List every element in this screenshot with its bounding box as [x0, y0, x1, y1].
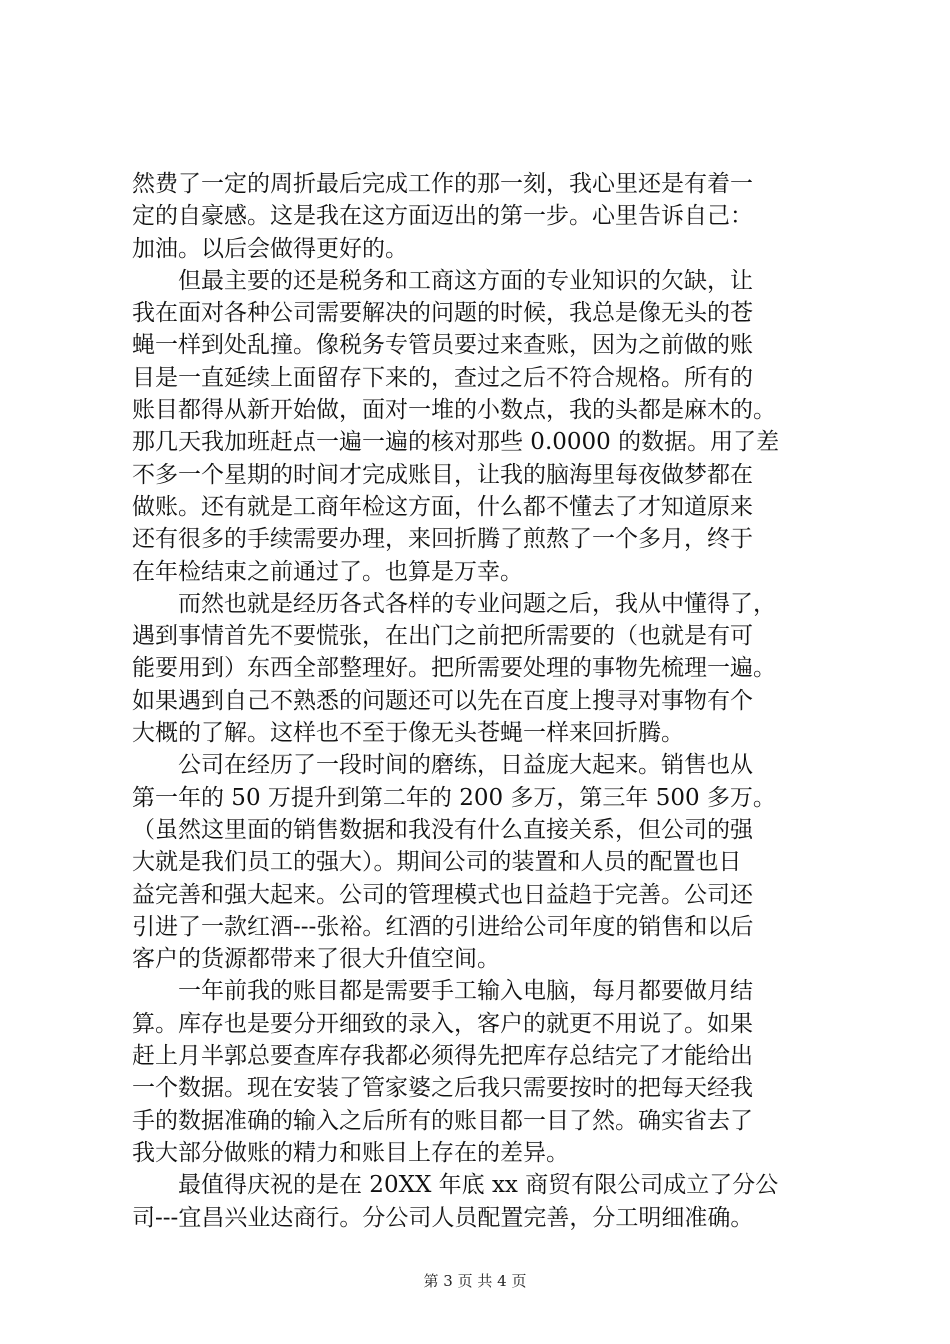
text-line: 客户的货源都带来了很大升值空间。	[132, 946, 500, 973]
text-line: 做账。还有就是工商年检这方面，什么都不懂去了才知道原来	[132, 493, 753, 520]
text-line: 最值得庆祝的是在 20XX 年底 xx 商贸有限公司成立了分公	[132, 1172, 779, 1199]
text-line: 一年前我的账目都是需要手工输入电脑，每月都要做月结	[132, 978, 753, 1005]
text-line: 在年检结束之前通过了。也算是万幸。	[132, 558, 523, 585]
text-line: 引进了一款红酒---张裕。红酒的引进给公司年度的销售和以后	[132, 913, 754, 940]
text-line: 但最主要的还是税务和工商这方面的专业知识的欠缺，让	[132, 267, 753, 294]
text-line: 蝇一样到处乱撞。像税务专管员要过来查账，因为之前做的账	[132, 332, 753, 359]
text-line: 遇到事情首先不要慌张，在出门之前把所需要的（也就是有可	[132, 623, 753, 650]
text-line: 能要用到）东西全部整理好。把所需要处理的事物先梳理一遍。	[132, 655, 776, 682]
text-line: 目是一直延续上面留存下来的，查过之后不符合规格。所有的	[132, 364, 753, 391]
page-number-footer: 第 3 页 共 4 页	[423, 1272, 527, 1290]
text-line: 益完善和强大起来。公司的管理模式也日益趋于完善。公司还	[132, 881, 753, 908]
text-line: （虽然这里面的销售数据和我没有什么直接关系，但公司的强	[132, 816, 753, 843]
text-line: 不多一个星期的时间才完成账目，让我的脑海里每夜做梦都在	[132, 461, 753, 488]
text-line: 我大部分做账的精力和账目上存在的差异。	[132, 1139, 569, 1166]
text-line: 大概的了解。这样也不至于像无头苍蝇一样来回折腾。	[132, 720, 684, 747]
text-line: 加油。以后会做得更好的。	[132, 235, 408, 262]
text-line: 算。库存也是要分开细致的录入，客户的就更不用说了。如果	[132, 1010, 753, 1037]
text-line: 我在面对各种公司需要解决的问题的时候，我总是像无头的苍	[132, 300, 753, 327]
text-line: 然费了一定的周折最后完成工作的那一刻，我心里还是有着一	[132, 171, 753, 197]
text-line: 那几天我加班赶点一遍一遍的核对那些 0.0000 的数据。用了差	[132, 429, 780, 456]
text-line: 赶上月半郭总要查库存我都必须得先把库存总结完了才能给出	[132, 1043, 753, 1070]
text-line: 账目都得从新开始做，面对一堆的小数点，我的头都是麻木的。	[132, 397, 776, 424]
text-line: 手的数据准确的输入之后所有的账目都一目了然。确实省去了	[132, 1107, 753, 1134]
text-line: 大就是我们员工的强大）。期间公司的装置和人员的配置也日	[132, 849, 742, 876]
text-line: 如果遇到自己不熟悉的问题还可以先在百度上搜寻对事物有个	[132, 687, 753, 714]
text-line: 定的自豪感。这是我在这方面迈出的第一步。心里告诉自己：	[132, 203, 753, 230]
text-line: 第一年的 50 万提升到第二年的 200 多万，第三年 500 多万。	[132, 784, 776, 811]
body-text	[132, 168, 822, 1234]
text-line: 而然也就是经历各式各样的专业问题之后，我从中懂得了，	[132, 590, 776, 617]
text-line: 还有很多的手续需要办理，来回折腾了煎熬了一个多月，终于	[132, 526, 753, 553]
text-line: 一个数据。现在安装了管家婆之后我只需要按时的把每天经我	[132, 1075, 753, 1102]
text-line: 司---宜昌兴业达商行。分公司人员配置完善，分工明细准确。	[132, 1204, 754, 1231]
text-line: 公司在经历了一段时间的磨练，日益庞大起来。销售也从	[132, 752, 753, 779]
